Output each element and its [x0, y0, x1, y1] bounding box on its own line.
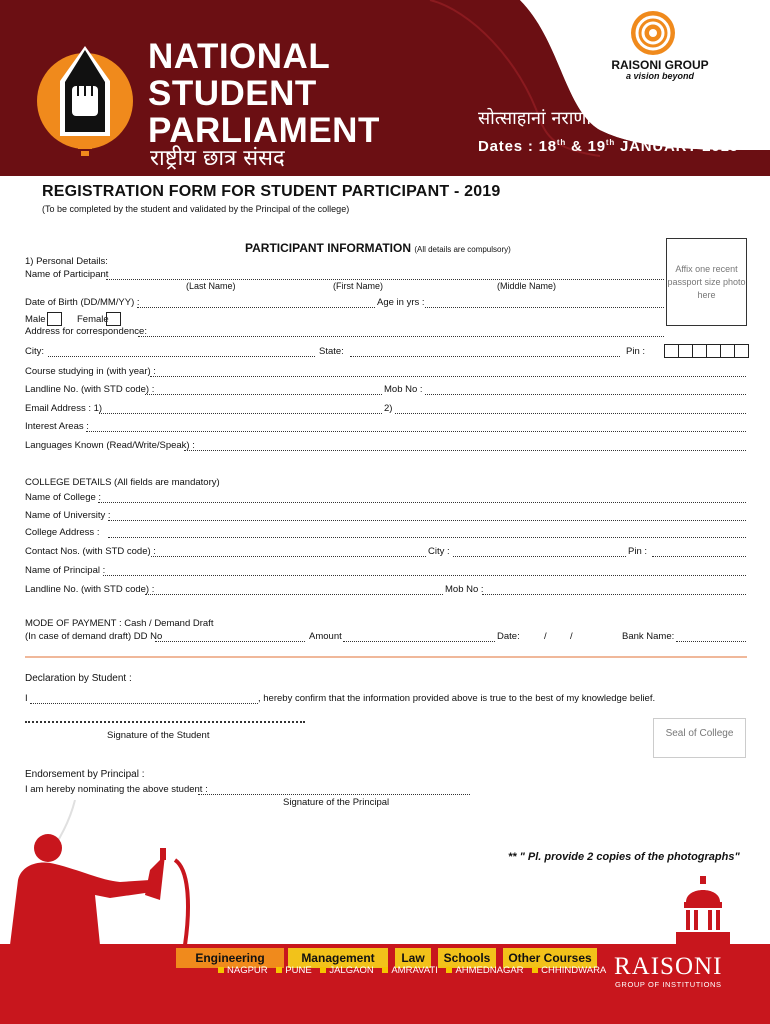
course-label: Course studying in (with year) : [25, 366, 156, 377]
city-pune: PUNE [285, 965, 312, 976]
pin-label: Pin : [626, 346, 646, 357]
first-name-hint: (First Name) [333, 281, 383, 291]
university-label: Name of University : [25, 510, 111, 521]
university-field[interactable] [108, 513, 746, 521]
college-pin-label: Pin : [628, 546, 648, 557]
tag-management: Management [288, 948, 388, 968]
landline-field[interactable] [145, 387, 382, 395]
title-line-1: NATIONAL [148, 37, 331, 76]
city-list [212, 965, 606, 976]
college-landline-label: Landline No. (with STD code) : [25, 584, 155, 595]
email1-field[interactable] [99, 406, 382, 414]
raisoni-spiral-icon [630, 10, 676, 56]
mob-field[interactable] [425, 387, 746, 395]
address-field[interactable] [138, 329, 664, 337]
building-dome-icon [672, 876, 734, 944]
city-ahmednagar: AHMEDNAGAR [455, 965, 524, 976]
email2-label: 2) [384, 403, 393, 414]
title-line-2: STUDENT [148, 74, 317, 113]
form-subtitle: (To be completed by the student and validated by the Principal of the college) [42, 204, 350, 214]
amount-field[interactable] [343, 634, 495, 642]
dd-field[interactable] [155, 634, 305, 642]
divider [25, 656, 747, 658]
pin-digit-box[interactable] [720, 344, 735, 358]
address-label: Address for correspondence: [25, 326, 147, 337]
mob-label: Mob No : [384, 384, 423, 395]
interest-field[interactable] [86, 424, 746, 432]
pen-fist-logo [30, 36, 145, 166]
pin-digit-box[interactable] [664, 344, 679, 358]
email2-field[interactable] [395, 406, 746, 414]
footer-brand: RAISONI [614, 953, 723, 980]
pin-digit-box[interactable] [734, 344, 749, 358]
name-label: Name of Participant [25, 269, 109, 280]
city-chhindwara: CHHINDWARA [541, 965, 607, 976]
pin-boxes[interactable] [665, 344, 749, 358]
endorsement-text: I am hereby nominating the above student : [25, 784, 208, 795]
footer-brand-sub: GROUP OF INSTITUTIONS [615, 980, 722, 989]
principal-field[interactable] [103, 568, 746, 576]
declaration-prefix: I [25, 693, 28, 704]
languages-field[interactable] [184, 443, 746, 451]
event-title [148, 38, 380, 149]
pin-digit-box[interactable] [678, 344, 693, 358]
date-label: Date: [497, 631, 520, 642]
student-signature-label: Signature of the Student [107, 730, 210, 741]
student-signature-line[interactable] [25, 715, 305, 723]
declaration-heading: Declaration by Student : [25, 673, 132, 684]
female-label: Female [77, 314, 109, 325]
female-checkbox[interactable] [106, 312, 121, 326]
hindi-title: राष्ट्रीय छात्र संसद [150, 146, 285, 171]
event-dates [478, 138, 739, 155]
age-label: Age in yrs : [377, 297, 425, 308]
endorsement-field[interactable] [198, 787, 470, 795]
sanskrit-motto: सोत्साहानां नराणां नास्ति असाध्यम् ।। [478, 108, 718, 129]
brand-tagline: a vision beyond [625, 71, 694, 81]
college-name-field[interactable] [98, 495, 746, 503]
college-pin-field[interactable] [652, 549, 746, 557]
city-amravati: AMRAVATI [391, 965, 438, 976]
tag-other-courses: Other Courses [503, 948, 597, 968]
male-checkbox[interactable] [47, 312, 62, 326]
landline-label: Landline No. (with STD code) : [25, 384, 155, 395]
principal-signature-label: Signature of the Principal [283, 797, 390, 808]
state-field[interactable] [350, 349, 620, 357]
seal-box: Seal of College [653, 718, 746, 758]
college-address-label: College Address : [25, 527, 100, 538]
speaker-silhouette [0, 800, 200, 945]
dd-label: (In case of demand draft) DD No [25, 631, 163, 642]
bank-field[interactable] [676, 634, 746, 642]
endorsement-heading: Endorsement by Principal : [25, 769, 145, 780]
payment-heading: MODE OF PAYMENT : Cash / Demand Draft [25, 618, 214, 629]
declaration-name-field[interactable] [30, 696, 258, 704]
participant-note: (All details are compulsory) [414, 245, 511, 254]
brand-name: RAISONI GROUP [611, 58, 709, 72]
dob-field[interactable] [137, 300, 375, 308]
name-field[interactable] [106, 272, 664, 280]
photo-box: Affix one recent passport size photo here [666, 238, 747, 326]
city-jalgaon: JALGAON [329, 965, 374, 976]
city-nagpur: NAGPUR [227, 965, 268, 976]
principal-label: Name of Principal : [25, 565, 106, 576]
age-field[interactable] [425, 300, 664, 308]
participant-heading-text: PARTICIPANT INFORMATION [245, 241, 411, 255]
languages-label: Languages Known (Read/Write/Speak) : [25, 440, 195, 451]
interest-label: Interest Areas : [25, 421, 89, 432]
dates-suffix: JANUARY 2019 [615, 138, 739, 155]
college-city-field[interactable] [453, 549, 626, 557]
middle-name-hint: (Middle Name) [497, 281, 557, 291]
photos-note: ** " Pl. provide 2 copies of the photographs" [508, 851, 740, 863]
title-line-3: PARLIAMENT [148, 111, 380, 150]
state-label: State: [319, 346, 344, 357]
city-field[interactable] [48, 349, 315, 357]
form-title: REGISTRATION FORM FOR STUDENT PARTICIPANT - 2019 [42, 183, 501, 200]
college-heading: COLLEGE DETAILS (All fields are mandatory) [25, 477, 220, 488]
email-label: Email Address : 1) [25, 403, 103, 414]
contact-label: Contact Nos. (with STD code) : [25, 546, 156, 557]
participant-heading [245, 241, 511, 255]
dates-sup2: th [605, 138, 616, 147]
city-label: City: [25, 346, 44, 357]
declaration-text: , hereby confirm that the information provided above is true to the best of my knowledge belief. [258, 693, 656, 704]
course-field[interactable] [150, 369, 746, 377]
pin-digit-box[interactable] [706, 344, 721, 358]
date-sep-2: / [570, 631, 573, 642]
last-name-hint: (Last Name) [186, 281, 236, 291]
college-name-label: Name of College : [25, 492, 102, 503]
college-landline-field[interactable] [145, 587, 443, 595]
college-address-field[interactable] [108, 530, 746, 538]
pin-digit-box[interactable] [692, 344, 707, 358]
dates-sup1: th [556, 138, 567, 147]
bank-label: Bank Name: [622, 631, 675, 642]
dob-label: Date of Birth (DD/MM/YY) : [25, 297, 140, 308]
amount-label: Amount [309, 631, 342, 642]
personal-heading: 1) Personal Details: [25, 256, 108, 267]
college-city-label: City : [428, 546, 450, 557]
college-mob-label: Mob No : [445, 584, 484, 595]
college-mob-field[interactable] [482, 587, 746, 595]
tag-law: Law [395, 948, 431, 968]
tag-engineering: Engineering [176, 948, 284, 968]
male-label: Male [25, 314, 46, 325]
date-sep-1: / [544, 631, 547, 642]
contact-field[interactable] [151, 549, 426, 557]
dates-mid: & 19 [566, 138, 606, 155]
tag-schools: Schools [438, 948, 496, 968]
dates-prefix: Dates : 18 [478, 138, 557, 155]
